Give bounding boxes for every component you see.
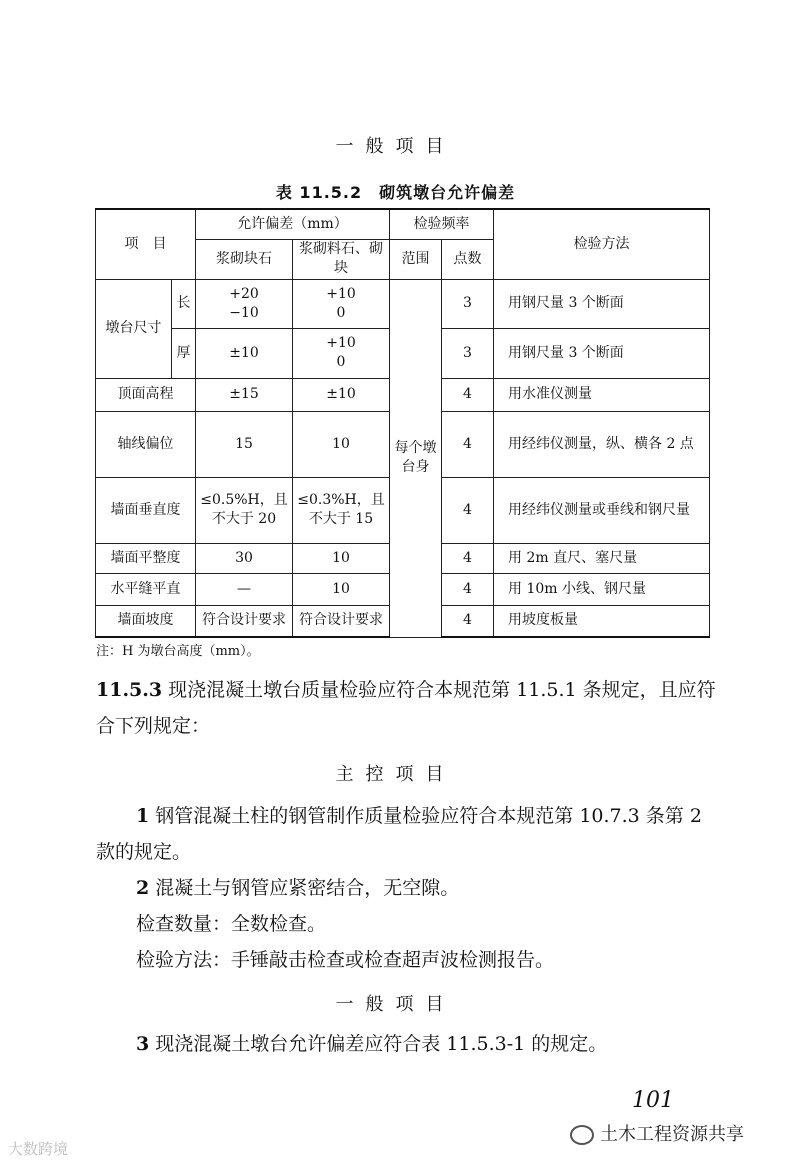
cell-points: 4 xyxy=(442,378,494,411)
header-method: 检验方法 xyxy=(494,209,710,279)
header-tolerance: 允许偏差（mm） xyxy=(196,209,390,239)
item-text: 钢管混凝土柱的钢管制作质量检验应符合本规范第 10.7.3 条第 2 款的规定。 xyxy=(96,805,702,863)
cell-item: 顶面高程 xyxy=(96,378,196,411)
item-2 xyxy=(96,870,756,906)
cell-method: 用钢尺量 3 个断面 xyxy=(494,328,710,378)
cell-method: 用坡度板量 xyxy=(494,605,710,637)
item-1 xyxy=(96,798,716,870)
sub-thick: 厚 xyxy=(172,328,196,378)
cell-points: 4 xyxy=(442,605,494,637)
cell-points: 4 xyxy=(442,477,494,543)
cell-method: 用经纬仪测量，纵、横各 2 点 xyxy=(494,411,710,477)
clause-number: 11.5.3 xyxy=(96,679,163,701)
cell-points: 3 xyxy=(442,279,494,328)
header-frequency: 检验频率 xyxy=(390,209,494,239)
cell-item: 墙面坡度 xyxy=(96,605,196,637)
section-heading-general-items: 一般项目 xyxy=(335,136,456,157)
cell-item: 墙面垂直度 xyxy=(96,477,196,543)
item-number: 3 xyxy=(136,1033,150,1055)
cell-stone: ±10 xyxy=(196,328,293,378)
cell-method: 用经纬仪测量或垂线和钢尺量 xyxy=(494,477,710,543)
table-note: 注：H 为墩台高度（mm）。 xyxy=(96,644,260,659)
item-text: 现浇混凝土墩台允许偏差应符合表 11.5.3-1 的规定。 xyxy=(155,1033,608,1055)
cell-rubble: +10 0 xyxy=(293,328,390,378)
cell-points: 4 xyxy=(442,573,494,605)
cell-rubble: +10 0 xyxy=(293,279,390,328)
cell-stone: — xyxy=(196,573,293,605)
cell-rubble: 10 xyxy=(293,543,390,573)
item-number: 1 xyxy=(136,805,150,827)
section-heading-general-items-2: 一般项目 xyxy=(335,994,456,1015)
clause-11-5-3 xyxy=(96,672,716,744)
cell-rubble: ≤0.3%H，且不大于 15 xyxy=(293,477,390,543)
item-text: 混凝土与钢管应紧密结合，无空隙。 xyxy=(155,877,460,899)
group-size: 墩台尺寸 xyxy=(96,279,172,378)
header-rubble: 浆砌料石、砌块 xyxy=(293,239,390,279)
cell-points: 3 xyxy=(442,328,494,378)
check-quantity: 检查数量：全数检查。 xyxy=(136,913,327,935)
cell-stone: ±15 xyxy=(196,378,293,411)
watermark-right-text: 土木工程资源共享 xyxy=(600,1124,744,1145)
cell-rubble: 10 xyxy=(293,573,390,605)
cell-points: 4 xyxy=(442,411,494,477)
cell-points: 4 xyxy=(442,543,494,573)
cell-stone: 30 xyxy=(196,543,293,573)
cell-stone: 15 xyxy=(196,411,293,477)
check-method: 检验方法：手锤敲击检查或检查超声波检测报告。 xyxy=(136,949,555,971)
cell-item: 墙面平整度 xyxy=(96,543,196,573)
item-3 xyxy=(96,1026,756,1062)
header-range: 范围 xyxy=(390,239,442,279)
table-caption: 表 11.5.2 砌筑墩台允许偏差 xyxy=(275,183,516,202)
section-heading-main-items: 主控项目 xyxy=(335,764,456,785)
cell-method: 用 10m 小线、钢尺量 xyxy=(494,573,710,605)
watermark-left: 大数跨境 xyxy=(8,1140,69,1158)
page-number: 101 xyxy=(632,1088,674,1113)
cell-method: 用水准仪测量 xyxy=(494,378,710,411)
cell-stone: 符合设计要求 xyxy=(196,605,293,637)
watermark-right xyxy=(570,1120,744,1146)
header-points: 点数 xyxy=(442,239,494,279)
cell-stone: ≤0.5%H，且不大于 20 xyxy=(196,477,293,543)
cell-item: 轴线偏位 xyxy=(96,411,196,477)
cell-rubble: 符合设计要求 xyxy=(293,605,390,637)
sub-length: 长 xyxy=(172,279,196,328)
cell-rubble: 10 xyxy=(293,411,390,477)
cell-range: 每个墩台身 xyxy=(390,279,442,637)
item-number: 2 xyxy=(136,877,150,899)
wechat-icon xyxy=(570,1125,594,1145)
cell-stone: +20 −10 xyxy=(196,279,293,328)
header-item: 项 目 xyxy=(96,209,196,279)
cell-method: 用 2m 直尺、塞尺量 xyxy=(494,543,710,573)
cell-item: 水平缝平直 xyxy=(96,573,196,605)
cell-method: 用钢尺量 3 个断面 xyxy=(494,279,710,328)
clause-text: 现浇混凝土墩台质量检验应符合本规范第 11.5.1 条规定，且应符合下列规定： xyxy=(96,679,716,737)
tolerance-table xyxy=(95,208,710,638)
header-stone: 浆砌块石 xyxy=(196,239,293,279)
cell-rubble: ±10 xyxy=(293,378,390,411)
